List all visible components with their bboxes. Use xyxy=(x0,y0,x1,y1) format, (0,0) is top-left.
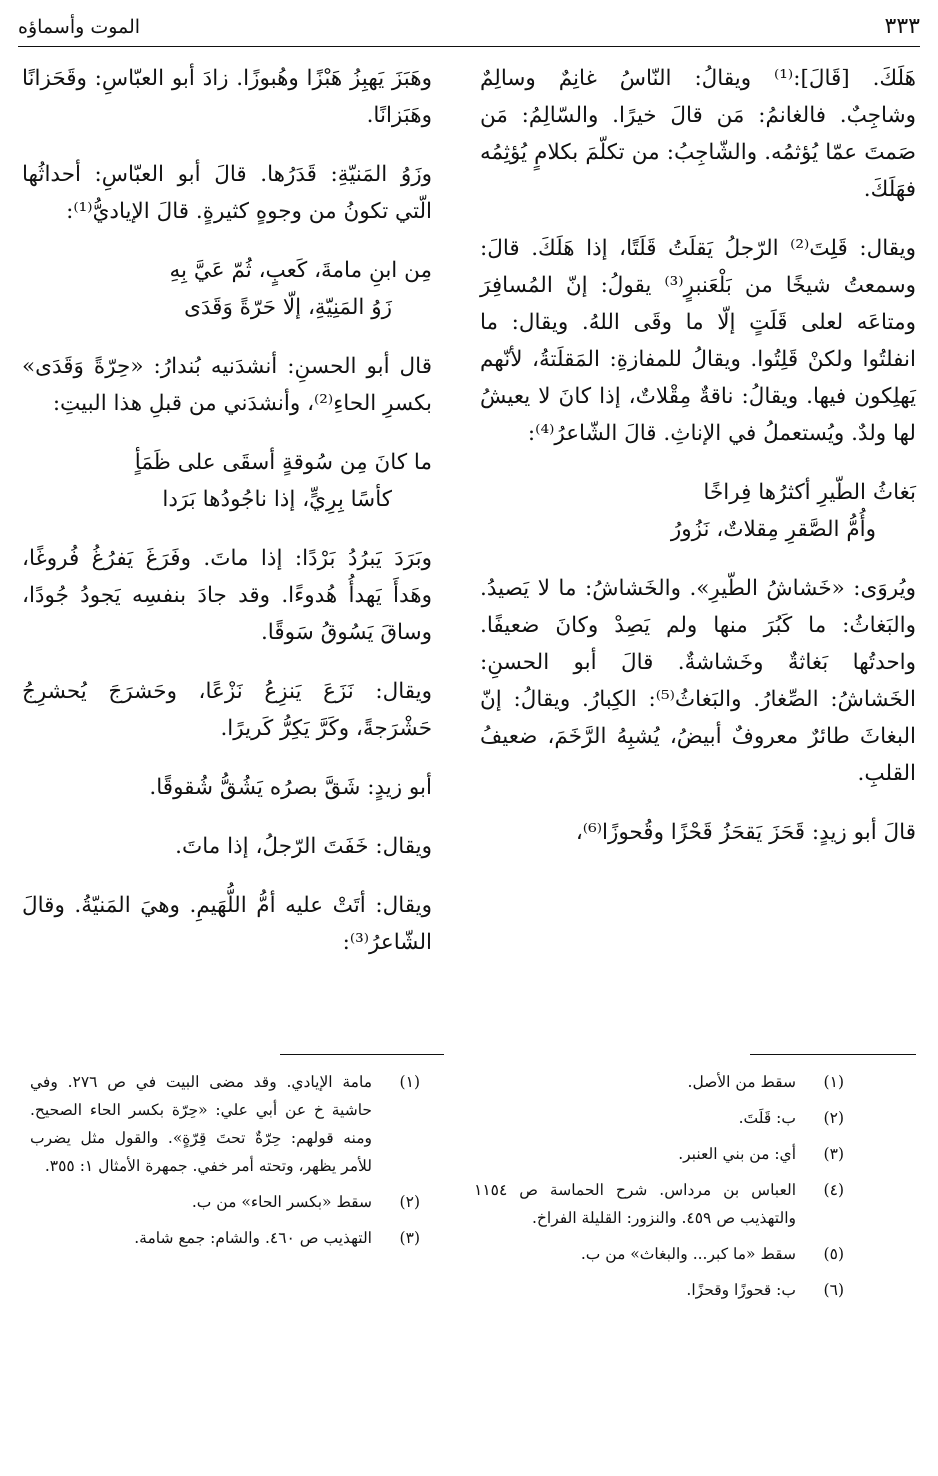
footnote xyxy=(474,1276,844,1304)
hemistich-first: ما كانَ مِن سُوقةٍ أسقَى على ظَمَأٍ xyxy=(134,450,432,475)
footnote-text: سقط «بكسر الحاء» من ب. xyxy=(191,1193,372,1211)
footnote-text: التهذيب ص ٤٦٠. والشام: جمع شامة. xyxy=(134,1229,372,1247)
paragraph: ويُروَى: «خَشاشُ الطّيرِ». والخَشاشُ: ما لا يَصيدُ. والبَغاثُ: ما كَبُرَ منها ولم يَصِدْ وكانَ ضعيفًا. واحدتُها بَغاثةٌ وخَشاشةٌ. قالَ أبو الحسنِ: الخَشاشُ: الصِّغارُ. والبَغاثُ⁽⁵⁾: الكِبارُ. ويقالُ: إنّ البغاثَ طائرٌ معروفٌ أبيضُ، يُشبِهُ الرَّخَمَ، ضعيفُ القلبِ. xyxy=(480,576,916,786)
footnote-number: (٣) xyxy=(823,1145,844,1163)
paragraph: ويقال: نَزَعَ يَنزِعُ نَزْعًا، وحَشرَجَ يُحشرِجُ حَشْرَجةً، وكَرَّ يَكِرُّ كَريرًا. xyxy=(22,679,432,741)
paragraph: وهَبَزَ يَهبِزُ هَبْزًا وهُبوزًا. زادَ أبو العبّاسِ: وقَحَزانًا وهَبَزانًا. xyxy=(22,66,432,128)
paragraph: ويقال: قَلِتَ⁽²⁾ الرّجلُ يَقلَتُ قَلَتًا، إذا هَلَكَ. قالَ: وسمعتُ شيخًا من بَلْعَنبرٍ⁽³⁾ يقولُ: إنّ المُسافِرَ ومتاعَه لعلى قَلَتٍ إلّا ما وقَى اللهُ. ويقال: ما انفلتُوا ولكنْ قَلِتُوا. ويقالُ للمفازةِ: المَقلَتةُ، لأنّهم يَهلِكون فيها. ويقالُ: ناقةٌ مِقْلاتٌ، إذا كانَ لا يعيشُ لها ولدٌ. ويُستعملُ في الإناثِ. قالَ الشّاعرُ⁽⁴⁾: xyxy=(480,236,916,446)
paragraph: قال أبو الحسنِ: أنشدَنيه بُندارُ: «حِرّةً وَقَدَى» بكسرِ الحاءِ⁽²⁾، وأنشدَني من قبلِ هذا البيتِ: xyxy=(22,354,432,416)
page-header xyxy=(18,14,920,48)
footnote-number: (٤) xyxy=(823,1181,844,1199)
hemistich-second: وأُمُّ الصَّقرِ مِقلاتٌ، نَزُورُ xyxy=(670,517,876,542)
footnote-number: (٢) xyxy=(399,1193,420,1211)
page-number: ٣٣٣ xyxy=(884,14,920,39)
right-column xyxy=(480,60,916,873)
hemistich-first: مِن ابنِ مامةَ، كَعبٍ، ثُمّ عَيَّ بِهِ xyxy=(169,258,432,283)
footnotes-right xyxy=(474,1068,844,1312)
footnote-text: ب: قحوزًا وقحزًا. xyxy=(686,1281,796,1299)
footnote-text: سقط من الأصل. xyxy=(687,1073,796,1091)
paragraph: قالَ أبو زيدٍ: قَحَزَ يَقحَزُ قَحْزًا وقُحوزًا⁽⁶⁾، xyxy=(575,820,916,845)
paragraph: وبَرَدَ يَبرُدُ بَرْدًا: إذا ماتَ. وفَرَغَ يَفرُغُ فُروغًا، وهَدأَ يَهدأُ هُدوءًا. وقد جادَ بنفسِه يَجودُ جُودًا، وساقَ يَسُوقُ سَوقًا. xyxy=(22,546,432,645)
footnote xyxy=(474,1104,844,1132)
poem-verse xyxy=(22,444,432,518)
paragraph: ويقال: أتَتْ عليه أمُّ اللُّهَيمِ. وهيَ المَنيّةُ. وقالَ الشّاعرُ⁽³⁾: xyxy=(22,893,432,955)
paragraph: وزَوُ المَنيّةِ: قَدَرُها. قالَ أبو العبّاسِ: أحداثُها الّتي تكونُ من وجوهٍ كثيرةٍ. قالَ الإياديُّ⁽¹⁾: xyxy=(22,162,432,224)
footnote xyxy=(474,1068,844,1096)
footnote-text: أي: من بني العنبر. xyxy=(678,1145,796,1163)
hemistich-first: بَغاثُ الطّيرِ أكثرُها فِراخًا xyxy=(703,480,916,505)
footnote xyxy=(474,1140,844,1168)
footnote-number: (٢) xyxy=(823,1109,844,1127)
poem-verse xyxy=(22,252,432,326)
footnote-rule-right xyxy=(750,1054,916,1055)
hemistich-second: كأسًا بِرِيٍّ، إذا ناجُودُها بَرَدا xyxy=(162,487,392,512)
footnote xyxy=(474,1240,844,1268)
footnote xyxy=(30,1068,420,1180)
footnotes-left xyxy=(30,1068,420,1260)
paragraph: ويقال: خَفَتَ الرّجلُ، إذا ماتَ. xyxy=(175,834,432,859)
hemistich-second: زَوُ المَنِيّةِ، إلّا حَرّةً وَقَدَى xyxy=(184,295,392,320)
footnote xyxy=(30,1188,420,1216)
footnote-number: (٥) xyxy=(823,1245,844,1263)
paragraph: أبو زيدٍ: شَقَّ بصرُه يَشُقُّ شُقوقًا. xyxy=(149,775,432,800)
footnote-text: مامة الإيادي. وقد مضى البيت في ص ٢٧٦. وفي حاشية خ عن أبي علي: «حِرّة بكسر الحاء الصحيح. ومنه قولهم: حِرّةٌ تحتَ قِرّةٍ». والقول مثل يضرب للأمر يظهر، وتحته أمر خفي. جمهرة الأمثال ١: ٣٥٥. xyxy=(30,1073,373,1175)
paragraph: هَلَكَ. [قَالَ]:⁽¹⁾ ويقالُ: النّاسُ غانِمٌ وسالِمٌ وشاجِبٌ. فالغانمُ: مَن قالَ خيرًا. والسّالِمُ: مَن صَمتَ عمّا يُؤثمُه. والشّاجِبُ: من تكلّمَ بكلامٍ يُؤثِمُه فهَلَكَ. xyxy=(480,66,916,202)
footnote-text: العباس بن مرداس. شرح الحماسة ص ١١٥٤ والتهذيب ص ٤٥٩. والنزور: القليلة الفراخ. xyxy=(474,1181,796,1227)
footnote xyxy=(474,1176,844,1232)
footnote-text: ب: قَلَتَ. xyxy=(738,1109,796,1127)
footnote-number: (٦) xyxy=(823,1281,844,1299)
poem-verse xyxy=(480,474,916,548)
footnote xyxy=(30,1224,420,1252)
left-column xyxy=(22,60,432,983)
running-title: الموت وأسماؤه xyxy=(18,16,141,38)
footnote-number: (٣) xyxy=(399,1229,420,1247)
footnote-number: (١) xyxy=(823,1073,844,1091)
footnote-rule-left xyxy=(280,1054,444,1055)
footnote-number: (١) xyxy=(399,1073,420,1091)
header-rule xyxy=(18,46,920,47)
footnote-text: سقط «ما كبر... والبغاث» من ب. xyxy=(580,1245,796,1263)
